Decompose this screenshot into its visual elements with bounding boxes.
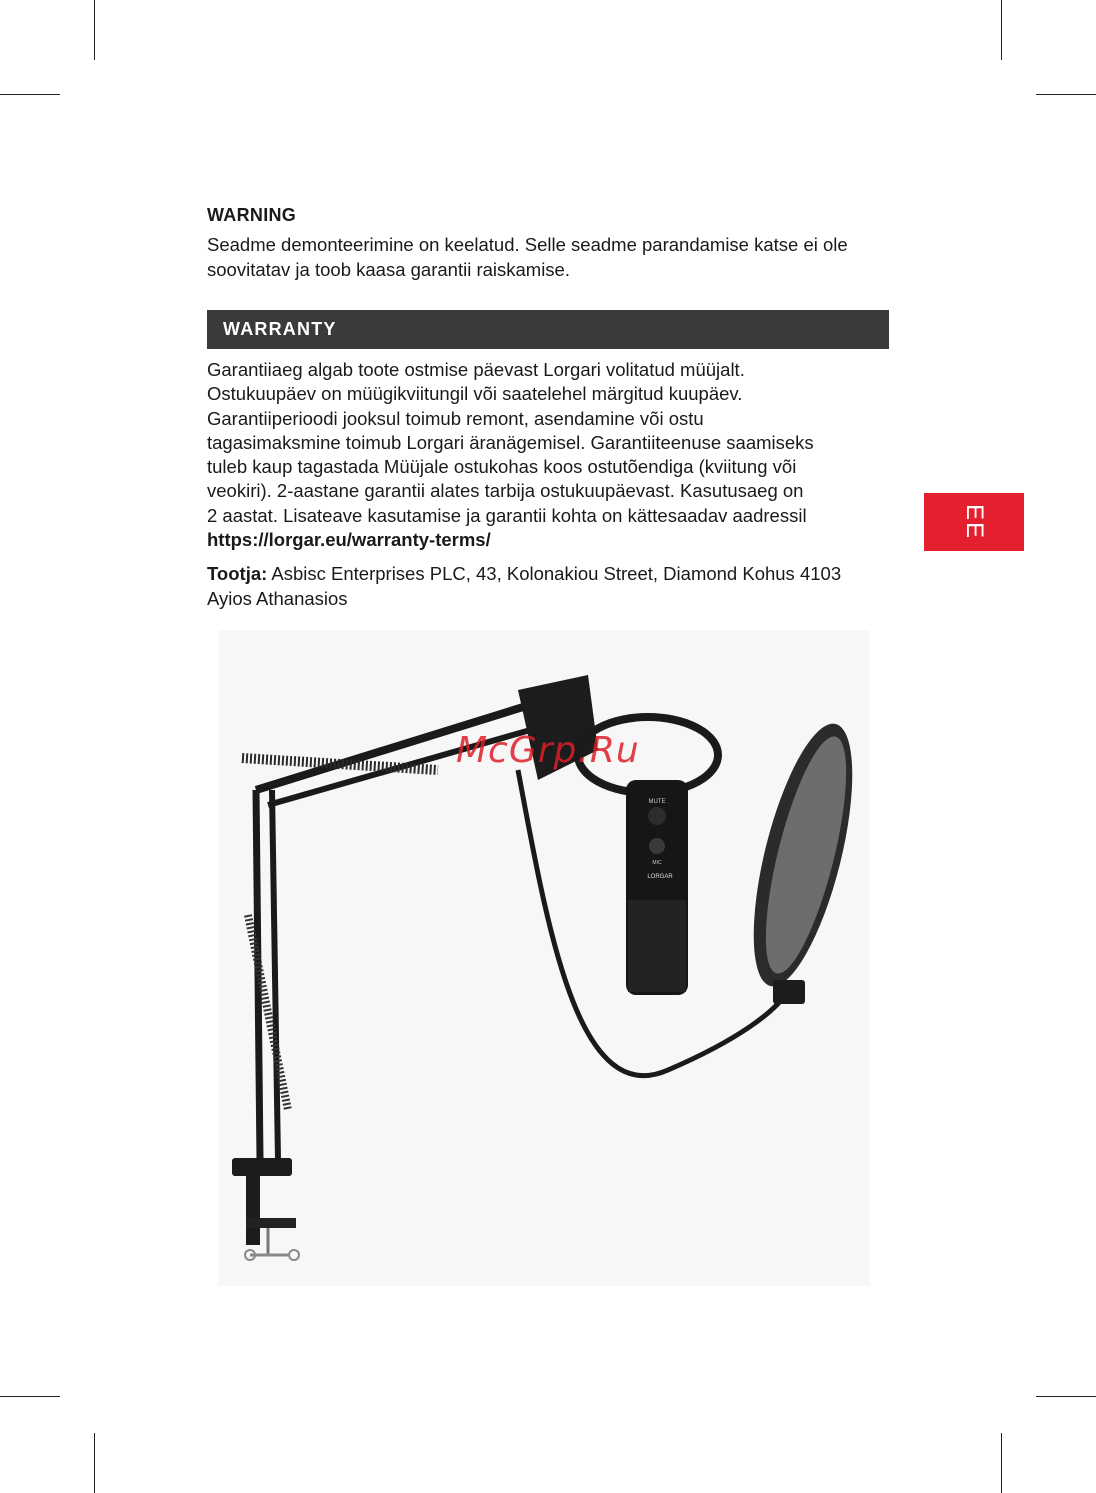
- crop-mark: [1001, 1433, 1002, 1493]
- crop-mark: [1036, 1396, 1096, 1397]
- watermark: McGrp.Ru: [456, 730, 640, 771]
- warning-text: Seadme demonteerimine on keelatud. Selle seadme parandamise katse ei ole soovitatav ja toob kaasa garantii raiskamise.: [207, 234, 848, 280]
- warranty-line: Ostukuupäev on müügikviitungil või saatelehel märgitud kuupäev.: [207, 383, 743, 405]
- warranty-line: veokiri). 2-aastane garantii alates tarbija ostukuupäevast. Kasutusaeg on: [207, 480, 804, 502]
- warranty-line: 2 aastat. Lisateave kasutamise ja garantii kohta on kättesaadav aadressil: [207, 504, 807, 526]
- warning-heading: WARNING: [207, 205, 297, 225]
- crop-mark: [94, 0, 95, 60]
- mic-brand-label: LORGAR: [647, 874, 673, 880]
- warranty-line: Garantiiperioodi jooksul toimub remont, asendamine või ostu: [207, 407, 704, 429]
- crop-mark: [94, 1433, 95, 1493]
- warranty-url-link[interactable]: https://lorgar.eu/warranty-terms/: [207, 529, 491, 551]
- warranty-section-bar: [207, 310, 889, 349]
- manufacturer-address: Asbisc Enterprises PLC, 43, Kolonakiou Street, Diamond Kohus 4103 Ayios Athanasios: [207, 563, 842, 609]
- microphone-arm-illustration: [218, 630, 870, 1286]
- mic-mic-label: MIC: [652, 860, 662, 866]
- warranty-line: tuleb kaup tagastada Müüjale ostukohas koos ostutõendiga (kviitung või: [207, 456, 797, 478]
- language-tab: [924, 493, 1024, 551]
- crop-mark: [1036, 94, 1096, 95]
- warranty-text: [207, 358, 889, 552]
- language-tab-label: EE: [960, 503, 988, 541]
- crop-mark: [0, 94, 60, 95]
- crop-mark: [1001, 0, 1002, 60]
- manufacturer-info: [207, 562, 889, 611]
- warranty-line: tagasimaksmine toimub Lorgari äranägemisel. Garantiiteenuse saamiseks: [207, 431, 814, 453]
- crop-mark: [0, 1396, 60, 1397]
- manufacturer-label: Tootja:: [207, 563, 268, 584]
- warranty-heading: WARRANTY: [223, 319, 337, 339]
- product-photo: [218, 630, 870, 1286]
- warranty-line: Garantiiaeg algab toote ostmise päevast Lorgari volitatud müüjalt.: [207, 359, 745, 380]
- mic-mute-label: MUTE: [648, 799, 666, 805]
